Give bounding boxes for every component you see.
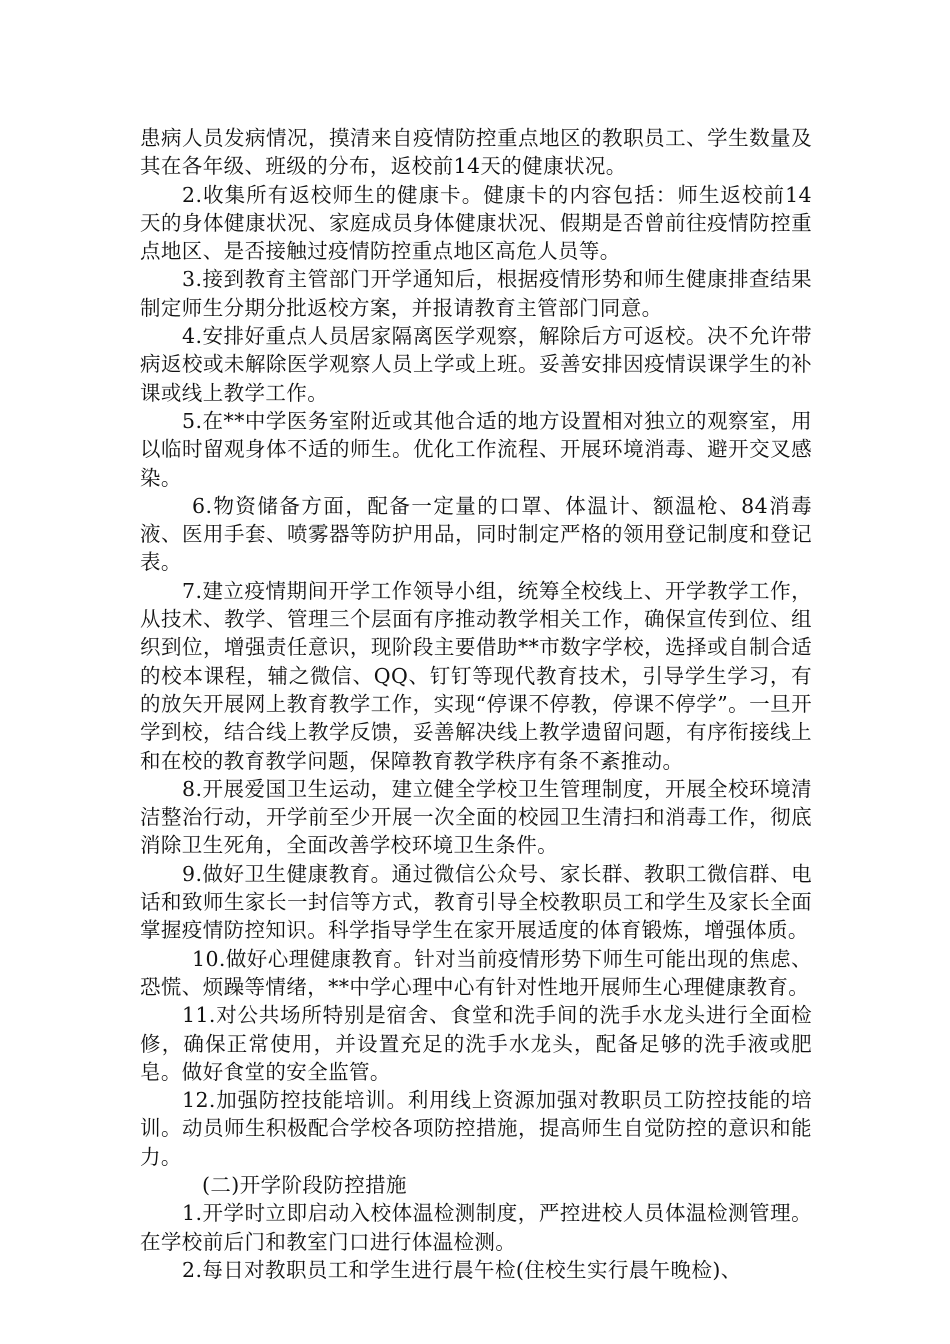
section-heading: (二)开学阶段防控措施	[202, 1172, 407, 1197]
paragraph-item-4: 4.安排好重点人员居家隔离医学观察，解除后方可返校。决不允许带病返校或未解除医学观察人员上学或上班。妥善安排因疫情误课学生的补课或线上教学工作。	[140, 324, 812, 405]
paragraph-item-8: 8.开展爱国卫生运动，建立健全学校卫生管理制度，开展全校环境清洁整治行动，开学前至少开展一次全面的校园卫生清扫和消毒工作，彻底消除卫生死角，全面改善学校环境卫生条件。	[140, 776, 812, 858]
paragraph-phase2-item-1: 1.开学时立即启动入校体温检测制度，严控进校人员体温检测管理。在学校前后门和教室门口进行体温检测。	[140, 1201, 812, 1254]
paragraph-item-6: 6.物资储备方面，配备一定量的口罩、体温计、额温枪、84消毒液、医用手套、喷雾器等防护用品，同时制定严格的领用登记制度和登记表。	[140, 493, 812, 575]
paragraph-item-2: 2.收集所有返校师生的健康卡。健康卡的内容包括：师生返校前14天的身体健康状况、家庭成员身体健康状况、假期是否曾前往疫情防控重点地区、是否接触过疫情防控重点地区高危人员等。	[140, 182, 812, 264]
paragraph-item-9: 9.做好卫生健康教育。通过微信公众号、家长群、教职工微信群、电话和致师生家长一封信等方式，教育引导全校教职员工和学生及家长全面掌握疫情防控知识。科学指导学生在家开展适度的体育锻炼，增强体质。	[140, 861, 812, 943]
paragraph-phase2-item-2: 2.每日对教职员工和学生进行晨午检(住校生实行晨午晚检)、	[182, 1257, 742, 1282]
paragraph-item-12: 12.加强防控技能培训。利用线上资源加强对教职员工防控技能的培训。动员师生积极配合学校各项防控措施，提高师生自觉防控的意识和能力。	[140, 1088, 812, 1169]
document-body	[140, 124, 812, 1284]
paragraph-continuation: 患病人员发病情况，摸清来自疫情防控重点地区的教职员工、学生数量及其在各年级、班级的分布，返校前14天的健康状况。	[140, 126, 812, 179]
paragraph-item-3: 3.接到教育主管部门开学通知后，根据疫情形势和师生健康排查结果制定师生分期分批返校方案，并报请教育主管部门同意。	[140, 267, 812, 320]
paragraph-item-7: 7.建立疫情期间开学工作领导小组，统筹全校线上、开学教学工作， 从技术、教学、管理三个层面有序推动教学相关工作，确保宣传到位、组织到位，增强责任意识，现阶段主要借助**市数字学校，选择或自制合适的校本课程，辅之微信、QQ、钉钉等现代教育技术，引导学生学习，有的放矢开展网上教育教学工作，实现“停课不停教，停课不停学”。一旦开学到校，结合线上教学反馈，妥善解决线上教学遗留问题，有序衔接线上和在校的教育教学问题，保障教育教学秩序有条不紊推动。	[140, 578, 812, 773]
paragraph-item-5: 5.在**中学医务室附近或其他合适的地方设置相对独立的观察室，用以临时留观身体不适的师生。优化工作流程、开展环境消毒、避开交叉感染。	[140, 408, 812, 490]
paragraph-item-10: 10.做好心理健康教育。针对当前疫情形势下师生可能出现的焦虑、恐慌、烦躁等情绪，**中学心理中心有针对性地开展师生心理健康教育。	[140, 946, 812, 999]
paragraph-item-11: 11.对公共场所特别是宿舍、食堂和洗手间的洗手水龙头进行全面检修，确保正常使用，并设置充足的洗手水龙头，配备足够的洗手液或肥皂。做好食堂的安全监管。	[140, 1003, 812, 1084]
